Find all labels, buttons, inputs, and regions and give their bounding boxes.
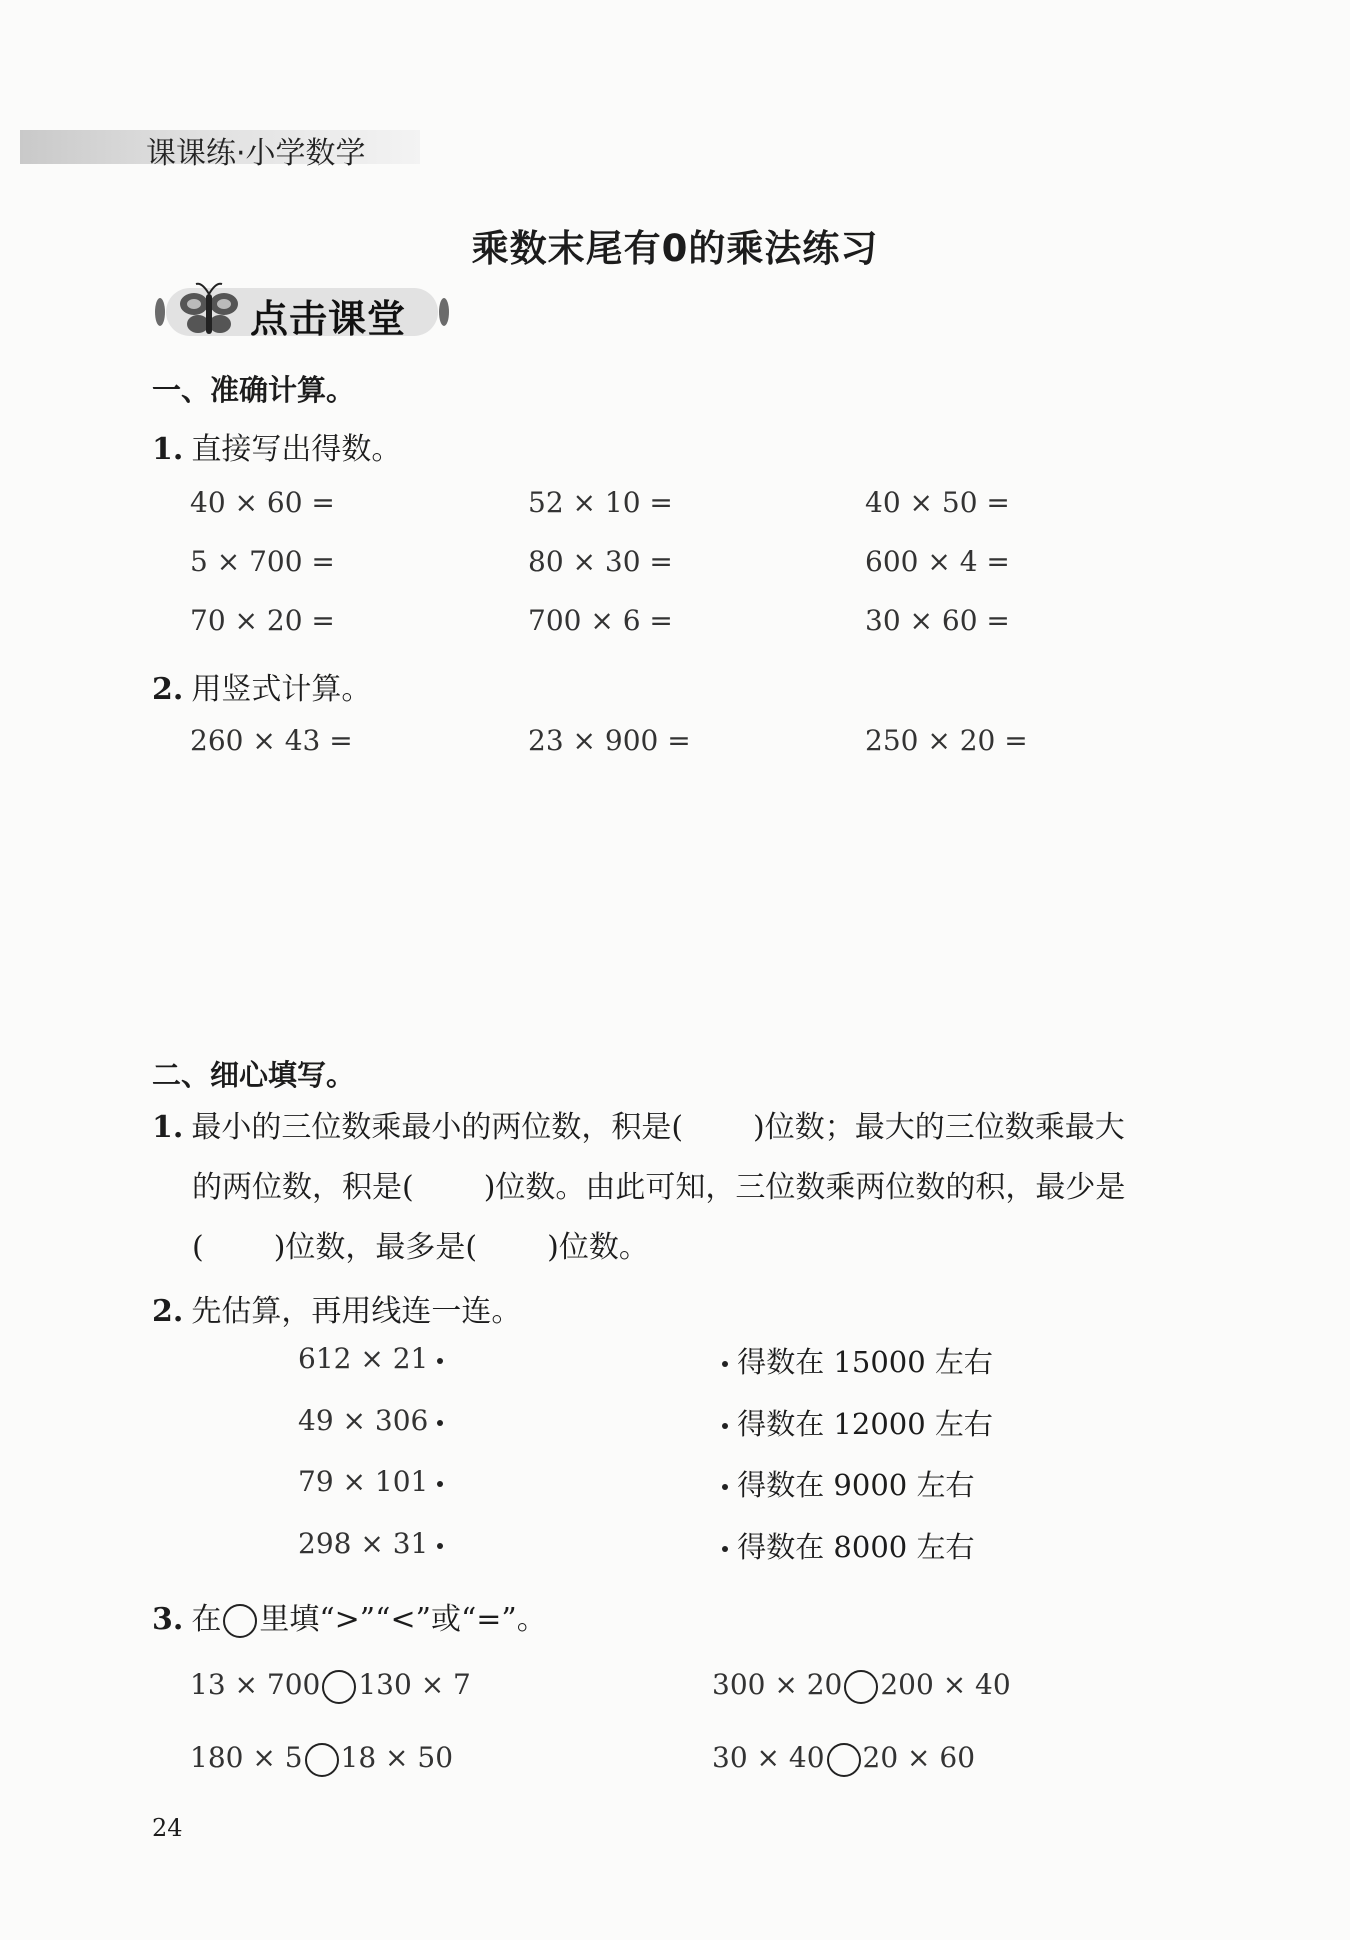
match-left-item[interactable] bbox=[298, 1465, 443, 1498]
expression-item: 600 × 4 = bbox=[865, 545, 1010, 578]
match-dot[interactable] bbox=[722, 1423, 728, 1429]
expression-item: 30 × 60 = bbox=[865, 604, 1010, 637]
compare-circle[interactable] bbox=[827, 1743, 861, 1777]
match-dot[interactable] bbox=[722, 1546, 728, 1552]
question-text: )位数；最大的三位数乘最大 bbox=[753, 1110, 1125, 1145]
question-text: 先估算，再用线连一连。 bbox=[191, 1294, 522, 1329]
question-text: ( bbox=[192, 1230, 204, 1265]
match-left-text: 298 × 31 bbox=[298, 1527, 429, 1560]
section2-q3 bbox=[152, 1594, 547, 1638]
match-right-text: 得数在 12000 左右 bbox=[737, 1407, 993, 1441]
match-left-item[interactable] bbox=[298, 1527, 443, 1560]
match-right-text: 得数在 15000 左右 bbox=[737, 1345, 993, 1379]
match-right-item[interactable] bbox=[722, 1402, 993, 1443]
question-text: 里填“>”“<”或“=”。 bbox=[259, 1602, 547, 1637]
section2-q2 bbox=[152, 1286, 521, 1330]
compare-right: 18 × 50 bbox=[340, 1741, 454, 1774]
compare-right: 200 × 40 bbox=[880, 1668, 1011, 1701]
expression-item: 40 × 50 = bbox=[865, 486, 1010, 519]
expression-item: 23 × 900 = bbox=[528, 724, 691, 757]
match-dot[interactable] bbox=[437, 1481, 443, 1487]
match-right-item[interactable] bbox=[722, 1525, 974, 1566]
compare-item bbox=[190, 1741, 453, 1777]
match-left-item[interactable] bbox=[298, 1342, 443, 1375]
expression-item: 70 × 20 = bbox=[190, 604, 335, 637]
question-number: 3. bbox=[152, 1602, 184, 1637]
expression-item: 40 × 60 = bbox=[190, 486, 335, 519]
compare-circle[interactable] bbox=[322, 1670, 356, 1704]
match-dot[interactable] bbox=[437, 1420, 443, 1426]
compare-left: 30 × 40 bbox=[712, 1741, 825, 1774]
expression-item: 250 × 20 = bbox=[865, 724, 1028, 757]
match-right-item[interactable] bbox=[722, 1463, 974, 1504]
expression-item: 700 × 6 = bbox=[528, 604, 673, 637]
compare-left: 13 × 700 bbox=[190, 1668, 321, 1701]
expression-item: 5 × 700 = bbox=[190, 545, 335, 578]
question-text: 的两位数，积是( bbox=[192, 1170, 414, 1205]
compare-right: 20 × 60 bbox=[862, 1741, 976, 1774]
compare-item bbox=[712, 1741, 975, 1777]
match-dot[interactable] bbox=[437, 1358, 443, 1364]
compare-left: 180 × 5 bbox=[190, 1741, 303, 1774]
compare-right: 130 × 7 bbox=[358, 1668, 471, 1701]
compare-left: 300 × 20 bbox=[712, 1668, 843, 1701]
section1-q2 bbox=[152, 664, 371, 708]
page-title: 乘数末尾有0的乘法练习 bbox=[471, 227, 879, 270]
question-number: 1. bbox=[152, 1110, 184, 1145]
section1-heading: 一、准确计算。 bbox=[152, 373, 356, 407]
match-left-text: 79 × 101 bbox=[298, 1465, 429, 1498]
match-right-text: 得数在 9000 左右 bbox=[737, 1468, 975, 1502]
circle-icon bbox=[223, 1604, 257, 1638]
match-left-text: 612 × 21 bbox=[298, 1342, 429, 1375]
question-text: 最小的三位数乘最小的两位数，积是( bbox=[191, 1110, 684, 1145]
series-title: 课课练·小学数学 bbox=[146, 136, 366, 171]
section2-q1 bbox=[152, 1098, 1222, 1278]
question-number: 2. bbox=[152, 1294, 184, 1329]
match-dot[interactable] bbox=[437, 1543, 443, 1549]
compare-circle[interactable] bbox=[844, 1670, 878, 1704]
question-text: )位数。 bbox=[547, 1230, 649, 1265]
question-text: )位数。由此可知，三位数乘两位数的积，最少是 bbox=[483, 1170, 1126, 1205]
compare-circle[interactable] bbox=[305, 1743, 339, 1777]
question-text: )位数，最多是( bbox=[273, 1230, 478, 1265]
compare-item bbox=[190, 1668, 471, 1704]
match-right-text: 得数在 8000 左右 bbox=[737, 1530, 975, 1564]
match-left-text: 49 × 306 bbox=[298, 1404, 429, 1437]
banner-label: 点击课堂 bbox=[250, 297, 407, 341]
page-number: 24 bbox=[152, 1814, 183, 1842]
match-right-item[interactable] bbox=[722, 1340, 993, 1381]
match-dot[interactable] bbox=[722, 1361, 728, 1367]
match-dot[interactable] bbox=[722, 1484, 728, 1490]
section-banner bbox=[152, 280, 452, 344]
expression-item: 52 × 10 = bbox=[528, 486, 673, 519]
match-left-item[interactable] bbox=[298, 1404, 443, 1437]
expression-item: 80 × 30 = bbox=[528, 545, 673, 578]
compare-item bbox=[712, 1668, 1011, 1704]
question-text: 在 bbox=[191, 1602, 222, 1637]
question-text: 直接写出得数。 bbox=[191, 432, 402, 467]
section1-q1 bbox=[152, 424, 401, 468]
question-number: 1. bbox=[152, 432, 184, 467]
expression-item: 260 × 43 = bbox=[190, 724, 353, 757]
question-number: 2. bbox=[152, 672, 184, 707]
question-text: 用竖式计算。 bbox=[191, 672, 372, 707]
section2-heading: 二、细心填写。 bbox=[152, 1058, 356, 1092]
